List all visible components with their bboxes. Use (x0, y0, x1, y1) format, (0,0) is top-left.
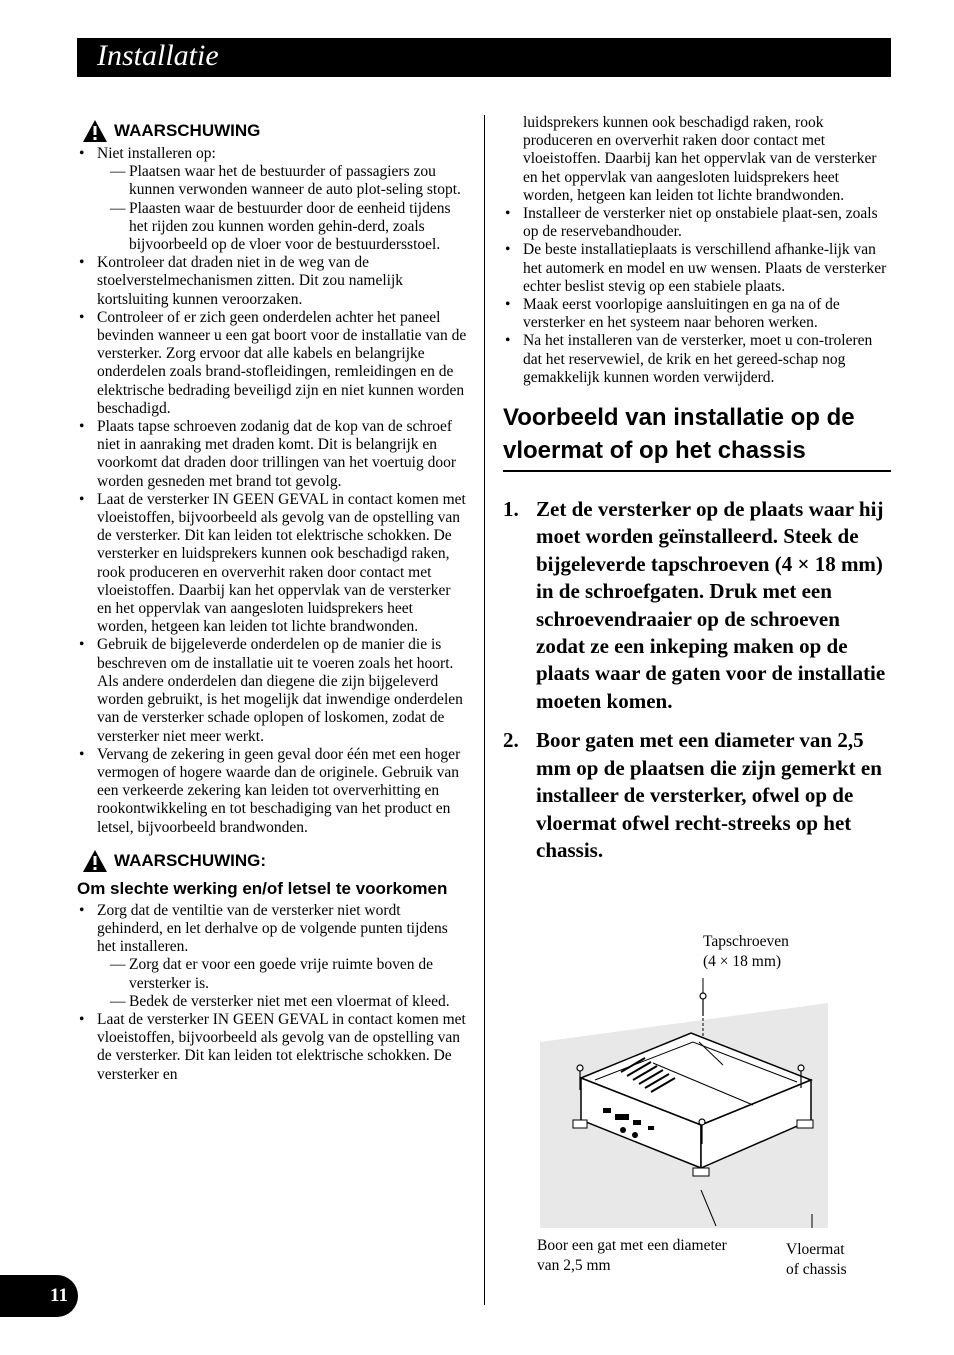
list-item (77, 902, 467, 1011)
step-list (503, 496, 891, 864)
list-item: • De beste installatieplaats is verschillend afhanke-lijk van het automerk en model en uw wensen. Plaats de versterker echter beslist stevig op een stabiele plaats. (503, 241, 891, 296)
sub-list-item-text: Plaatsen waar het de bestuurder of passagiers zou kunnen verwonden wanneer de auto plot-seling stopt. (129, 163, 461, 199)
list-item-text: Niet installeren op: (97, 145, 216, 162)
installation-figure (503, 930, 891, 1290)
drill-label (537, 1236, 727, 1276)
list-item: • Laat de versterker IN GEEN GEVAL in contact komen met vloeistoffen, bijvoorbeeld als gevolg van de opstelling van de versterker. Dit kan leiden tot elektrische schokken. De versterker en (77, 1011, 467, 1084)
sub-list-item (97, 956, 467, 992)
warning-heading-text: WAARSCHUWING (114, 120, 261, 140)
dash-mark: — (110, 163, 126, 181)
list-item: • Controleer of er zich geen onderdelen achter het paneel bevinden wanneer u een gat boort voor de installatie van de versterker. Zorg ervoor dat alle kabels en belangrijke onderdelen zoals brand-stofleidingen, remleidingen en de elektrische bedrading beveiligd zijn en niet kunnen worden beschadigd. (77, 309, 467, 418)
list-item: • Vervang de zekering in geen geval door één met een hoger vermogen of hogere waarde dan de originele. Gebruik van een verkeerde zekering kan leiden tot oververhitting en rookontwikkeling en tot beschadiging van het product en letsel, bijvoorbeeld brandwonden. (77, 746, 467, 837)
warning-subheading: Om slechte werking en/of letsel te voorkomen (77, 878, 448, 898)
sub-list-item (97, 993, 467, 1011)
list-item: • Plaats tapse schroeven zodanig dat de kop van de schroef niet in aanraking met draden komt. Dit is belangrijk en voorkomt dat draden door trillingen van het voertuig door worden gesneden met brand tot gevolg. (77, 418, 467, 491)
list-item: • Gebruik de bijgeleverde onderdelen op de manier die is beschreven om de installatie uit te voeren zoals het hoort. Als andere onderdelen dan diegene die zijn bijgeleverd worden gebruikt, is het mogelijk dat inwendige onderdelen van de versterker schade oplopen of loskomen, zodat de versterker niet meer werkt. (77, 636, 467, 745)
page-title: Installatie (97, 39, 219, 72)
page-number-tab (0, 1275, 78, 1317)
sub-list-item (97, 163, 467, 199)
warning-heading (82, 849, 467, 873)
step-number: 1. (503, 497, 519, 522)
drill-label-line2: van 2,5 mm (537, 1257, 611, 1274)
screws-label (703, 932, 789, 972)
left-column (77, 115, 467, 1084)
list-item: • Kontroleer dat draden niet in de weg van de stoelverstelmechanismen zitten. Dit zou namelijk kortsluiting kunnen veroorzaken. (77, 254, 467, 309)
list-item: • Maak eerst voorlopige aansluitingen en ga na of de versterker en het systeem naar behoren werken. (503, 296, 891, 332)
section-title: Voorbeeld van installatie op de vloermat of op het chassis (503, 401, 891, 472)
dash-mark: — (110, 956, 126, 974)
warning-list (77, 145, 467, 837)
warning-list (77, 902, 467, 1084)
sub-list (97, 956, 467, 1011)
step-item (503, 496, 891, 715)
screws-label-line2: (4 × 18 mm) (703, 953, 782, 970)
continued-text: luidsprekers kunnen ook beschadigd raken, rook produceren en oververhit raken door contact met vloeistoffen. Daarbij kan het oppervlak van de versterker en het oppervlak van aangesloten luidsprekers heet worden, hetgeen kan leiden tot lichte brandwonden. (523, 114, 877, 204)
warning-icon (82, 849, 108, 873)
dash-mark: — (110, 992, 126, 1010)
sub-list (97, 163, 467, 254)
sub-list-item (97, 200, 467, 255)
list-item: • Na het installeren van de versterker, moet u con-troleren dat het reservewiel, de krik en het gereed-schap nog gemakkelijk kunnen worden verwijderd. (503, 332, 891, 387)
header-bar (77, 38, 891, 77)
warning-icon (82, 119, 108, 143)
dash-mark: — (110, 199, 126, 217)
caution-list (503, 205, 891, 387)
sub-list-item-text: Plaasten waar de bestuurder door de eenheid tijdens het rijden zou kunnen worden gehin-derd, zoals bijvoorbeeld op de vloer voor de bestuurdersstoel. (129, 199, 451, 254)
floor-label-line1: Vloermat (786, 1241, 845, 1258)
sub-list-item-text: Bedek de versterker niet met een vloermat of kleed. (129, 992, 450, 1010)
list-item-text: Zorg dat de ventiltie van de versterker niet wordt gehinderd, en let derhalve op de volgende punten tijdens het installeren. (97, 901, 448, 956)
list-item: • Laat de versterker IN GEEN GEVAL in contact komen met vloeistoffen, bijvoorbeeld als gevolg van de opstelling van de versterker. Dit kan leiden tot elektrische schokken. De versterker en luidsprekers kunnen ook beschadigd raken, rook produceren en oververhit raken door contact met vloeistoffen. Daarbij kan het oppervlak van de versterker en het oppervlak van aangesloten luidsprekers heet worden, hetgeen kan leiden tot lichte brandwonden. (77, 491, 467, 637)
step-text: Boor gaten met een diameter van 2,5 mm op de plaatsen die zijn gemerkt en installeer de versterker, ofwel op de vloermat ofwel recht-streeks op het chassis. (536, 728, 882, 862)
step-text: Zet de versterker op de plaats waar hij moet worden geïnstalleerd. Steek de bijgeleverde tapschroeven (4 × 18 mm) in de schroefgaten. Druk met een schroevendraaier op de schroeven zodat ze een inkeping maken op de plaats waar de gaten voor de installatie moeten komen. (536, 497, 886, 713)
floor-label (786, 1240, 847, 1280)
sub-list-item-text: Zorg dat er voor een goede vrije ruimte boven de versterker is. (129, 956, 434, 992)
screws-label-line1: Tapschroeven (703, 933, 789, 950)
step-number: 2. (503, 728, 519, 753)
list-item: • Installeer de versterker niet op onstabiele plaat-sen, zoals op de reservebandhouder. (503, 205, 891, 241)
step-item (503, 727, 891, 864)
page-number: 11 (50, 1285, 68, 1306)
warning-heading (82, 119, 467, 143)
right-column (503, 114, 891, 876)
warning-heading-text: WAARSCHUWING: (114, 850, 267, 870)
column-divider (484, 115, 485, 1305)
drill-label-line1: Boor een gat met een diameter (537, 1237, 727, 1254)
list-item (77, 145, 467, 254)
floor-label-line2: of chassis (786, 1261, 847, 1278)
